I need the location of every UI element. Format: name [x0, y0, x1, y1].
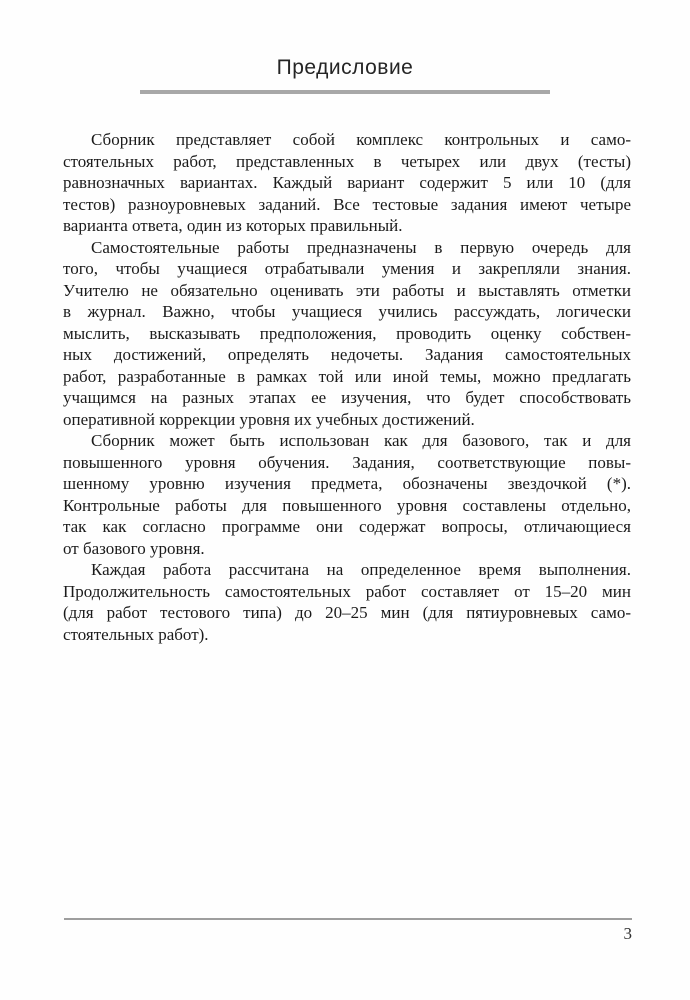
text-line: в журнал. Важно, чтобы учащиеся учились рассуждать, логически — [63, 302, 631, 321]
text-line: оперативной коррекции уровня их учебных достижений. — [63, 409, 475, 429]
text-line: шенному уровню изучения предмета, обозначены звездочкой (*). — [63, 474, 631, 493]
text-line: Каждая работа рассчитана на определенное время выполнения. — [91, 560, 631, 579]
paragraph — [63, 129, 631, 237]
page-number: 3 — [623, 924, 632, 943]
text-line: (для работ тестового типа) до 20–25 мин (для пятиуровневых само- — [63, 603, 631, 622]
text-line: повышенного уровня обучения. Задания, соответствующие повы- — [63, 452, 631, 472]
text-line: мыслить, высказывать предположения, проводить оценку собствен- — [63, 323, 631, 343]
paragraph — [63, 430, 631, 559]
text-line: так как согласно программе они содержат вопросы, отличающиеся — [63, 517, 631, 536]
paragraph — [63, 559, 631, 645]
paragraph — [63, 237, 631, 431]
text-line: равнозначных вариантах. Каждый вариант содержит 5 или 10 (для — [63, 173, 631, 192]
text-line: Контрольные работы для повышенного уровня составлены отдельно, — [63, 495, 631, 515]
text-line: Сборник представляет собой комплекс контрольных и само- — [91, 130, 631, 149]
header-rule — [140, 90, 550, 94]
text-line: Самостоятельные работы предназначены в первую очередь для — [91, 237, 631, 257]
text-line: от базового уровня. — [63, 538, 205, 558]
text-line: Учителю не обязательно оценивать эти работы и выставлять отметки — [63, 280, 631, 300]
text-line: учащимся на разных этапах ее изучения, что будет способствовать — [63, 388, 631, 407]
text-line: того, чтобы учащиеся отрабатывали умения и закрепляли знания. — [63, 259, 631, 278]
footer-rule — [64, 918, 632, 920]
text-line: тестов) разноуровневых заданий. Все тестовые задания имеют четыре — [63, 194, 631, 214]
page-title: Предисловие — [276, 56, 414, 79]
text-line: работ, разработанные в рамках той или иной темы, можно предлагать — [63, 366, 631, 386]
text-line: ных достижений, определять недочеты. Задания самостоятельных — [63, 345, 631, 364]
text-line: стоятельных работ). — [63, 624, 209, 644]
text-line: варианта ответа, один из которых правильный. — [63, 216, 403, 235]
text-line: Сборник может быть использован как для базового, так и для — [91, 431, 631, 450]
body-text — [63, 129, 631, 645]
text-line: Продолжительность самостоятельных работ составляет от 15–20 мин — [63, 581, 631, 601]
text-line: стоятельных работ, представленных в четырех или двух (тесты) — [63, 151, 631, 171]
